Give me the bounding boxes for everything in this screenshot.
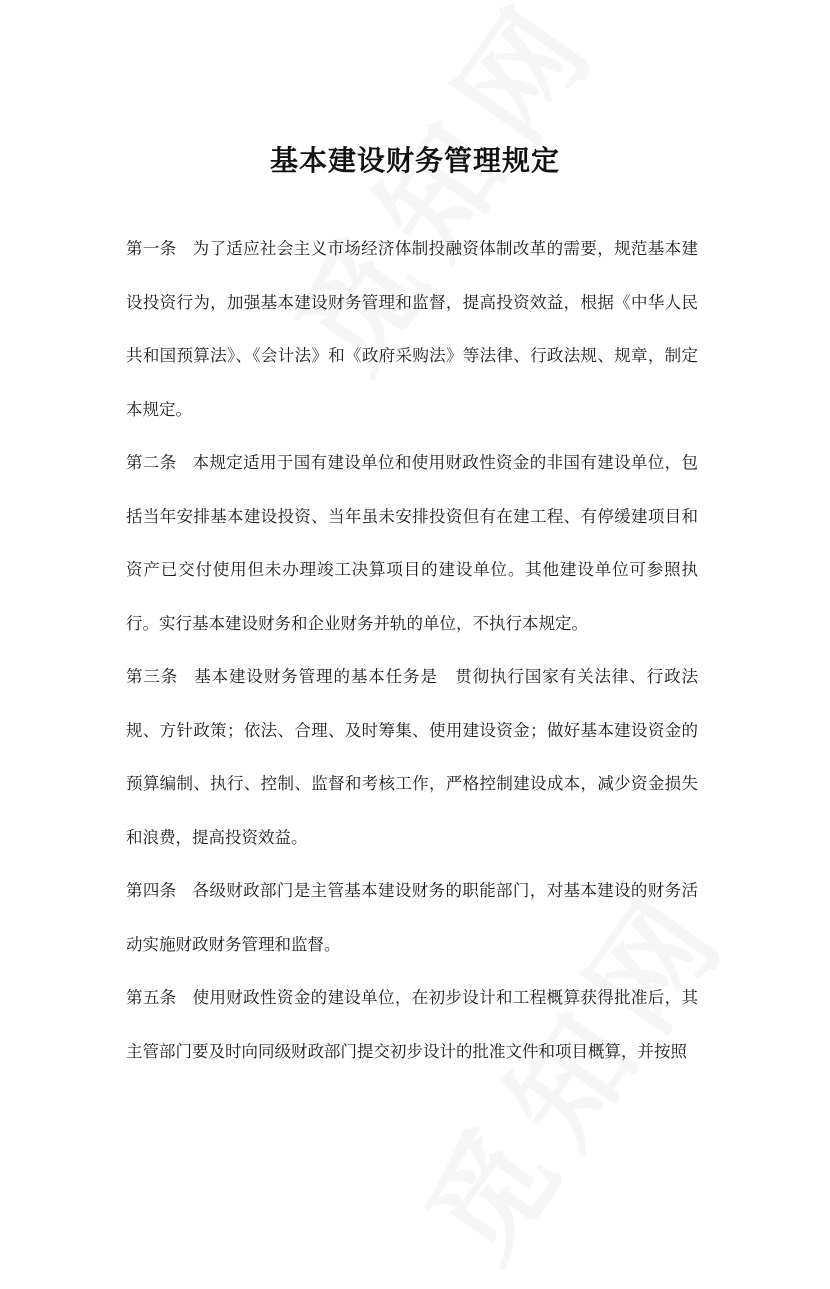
article-number: 第三条 — [126, 667, 179, 686]
article-text: 基本建设财务管理的基本任务是 贯彻执行国家有关法律、行政法规、方针政策；依法、合理、及时筹集、使用建设资金；做好基本建设资金的预算编制、执行、控制、监督和考核工作，严格控制建设成本，减少资金损失和浪费，提高投资效益。 — [126, 667, 699, 847]
article-number: 第五条 — [126, 988, 177, 1007]
article-number: 第四条 — [126, 881, 177, 900]
article-5 — [126, 971, 698, 1078]
document-title: 基本建设财务管理规定 — [269, 144, 560, 177]
article-text: 本规定适用于国有建设单位和使用财政性资金的非国有建设单位，包括当年安排基本建设投资、当年虽未安排投资但有在建工程、有停缓建项目和资产已交付使用但未办理竣工决算项目的建设单位。其他建设单位可参照执行。实行基本建设财务和企业财务并轨的单位，不执行本规定。 — [126, 453, 698, 633]
article-number: 第一条 — [126, 239, 177, 258]
article-text: 使用财政性资金的建设单位，在初步设计和工程概算获得批准后，其主管部门要及时向同级财政部门提交初步设计的批准文件和项目概算，并按照 — [126, 988, 698, 1061]
article-4 — [126, 864, 698, 971]
article-text: 为了适应社会主义市场经济体制投融资体制改革的需要，规范基本建设投资行为，加强基本建设财务管理和监督，提高投资效益，根据《中华人民共和国预算法》、《会计法》和《政府采购法》等法律、行政法规、规章，制定本规定。 — [126, 239, 698, 419]
article-1 — [126, 222, 698, 436]
article-number: 第二条 — [126, 453, 177, 472]
article-text: 各级财政部门是主管基本建设财务的职能部门，对基本建设的财务活动实施财政财务管理和监督。 — [126, 881, 698, 954]
article-2 — [126, 436, 698, 650]
article-3 — [126, 650, 698, 864]
